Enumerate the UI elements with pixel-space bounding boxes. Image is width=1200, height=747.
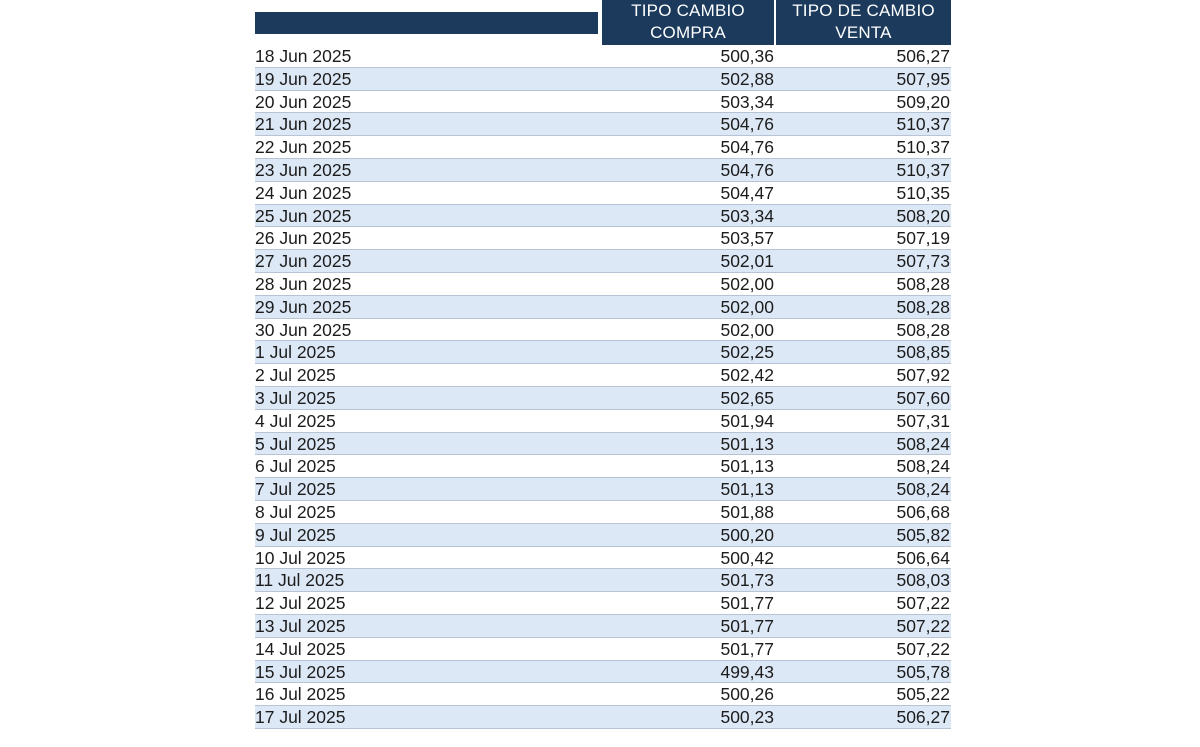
compra-cell: 501,73 <box>720 570 774 591</box>
compra-cell: 501,13 <box>720 479 774 500</box>
compra-cell: 502,01 <box>720 251 774 272</box>
compra-cell: 503,57 <box>720 228 774 249</box>
venta-cell: 510,37 <box>896 137 950 158</box>
table-row <box>255 91 951 114</box>
exchange-rate-table <box>255 0 951 729</box>
venta-cell: 507,19 <box>896 228 950 249</box>
date-cell: 14 Jul 2025 <box>255 638 346 659</box>
table-row <box>255 364 951 387</box>
venta-cell: 508,24 <box>896 433 950 454</box>
compra-cell: 503,34 <box>720 91 774 112</box>
date-cell: 27 Jun 2025 <box>255 251 352 272</box>
date-cell: 18 Jun 2025 <box>255 46 352 66</box>
venta-cell: 507,73 <box>896 251 950 272</box>
table-row <box>255 319 951 342</box>
compra-cell: 504,76 <box>720 114 774 135</box>
date-cell: 19 Jun 2025 <box>255 68 352 89</box>
table-row <box>255 433 951 456</box>
table-row <box>255 250 951 273</box>
table-row <box>255 569 951 592</box>
date-cell: 9 Jul 2025 <box>255 524 336 545</box>
venta-cell: 505,78 <box>896 661 950 682</box>
header-compra-line1: TIPO CAMBIO <box>631 1 745 20</box>
header-compra <box>602 0 774 45</box>
compra-cell: 501,77 <box>720 638 774 659</box>
date-cell: 17 Jul 2025 <box>255 707 346 728</box>
date-cell: 26 Jun 2025 <box>255 228 352 249</box>
venta-cell: 507,22 <box>896 615 950 636</box>
table-row <box>255 273 951 296</box>
venta-cell: 508,85 <box>896 342 950 363</box>
table-row <box>255 706 951 729</box>
date-cell: 13 Jul 2025 <box>255 615 346 636</box>
date-cell: 24 Jun 2025 <box>255 182 352 203</box>
venta-cell: 507,22 <box>896 593 950 614</box>
table-row <box>255 501 951 524</box>
compra-cell: 500,36 <box>720 46 774 66</box>
date-cell: 5 Jul 2025 <box>255 433 336 454</box>
table-row <box>255 478 951 501</box>
table-row <box>255 661 951 684</box>
venta-cell: 507,95 <box>896 68 950 89</box>
date-cell: 21 Jun 2025 <box>255 114 352 135</box>
date-cell: 29 Jun 2025 <box>255 296 352 317</box>
table-row <box>255 227 951 250</box>
venta-cell: 508,03 <box>896 570 950 591</box>
date-cell: 28 Jun 2025 <box>255 273 352 294</box>
venta-cell: 507,31 <box>896 410 950 431</box>
date-cell: 12 Jul 2025 <box>255 593 346 614</box>
date-cell: 1 Jul 2025 <box>255 342 336 363</box>
compra-cell: 504,76 <box>720 159 774 180</box>
compra-cell: 502,25 <box>720 342 774 363</box>
date-cell: 22 Jun 2025 <box>255 137 352 158</box>
table-row <box>255 68 951 91</box>
venta-cell: 506,64 <box>896 547 950 568</box>
compra-cell: 501,88 <box>720 501 774 522</box>
date-cell: 15 Jul 2025 <box>255 661 346 682</box>
compra-cell: 502,88 <box>720 68 774 89</box>
date-cell: 20 Jun 2025 <box>255 91 352 112</box>
venta-cell: 510,37 <box>896 159 950 180</box>
table-row <box>255 341 951 364</box>
compra-cell: 504,47 <box>720 182 774 203</box>
compra-cell: 500,23 <box>720 707 774 728</box>
date-cell: 2 Jul 2025 <box>255 365 336 386</box>
date-cell: 16 Jul 2025 <box>255 684 346 705</box>
compra-cell: 501,77 <box>720 593 774 614</box>
venta-cell: 507,60 <box>896 387 950 408</box>
compra-cell: 499,43 <box>720 661 774 682</box>
venta-cell: 508,28 <box>896 319 950 340</box>
venta-cell: 506,27 <box>896 707 950 728</box>
venta-cell: 509,20 <box>896 91 950 112</box>
table-row <box>255 296 951 319</box>
date-cell: 3 Jul 2025 <box>255 387 336 408</box>
compra-cell: 501,13 <box>720 456 774 477</box>
date-cell: 23 Jun 2025 <box>255 159 352 180</box>
table-row <box>255 455 951 478</box>
table-row <box>255 615 951 638</box>
venta-cell: 508,24 <box>896 479 950 500</box>
date-cell: 30 Jun 2025 <box>255 319 352 340</box>
table-row <box>255 45 951 68</box>
compra-cell: 504,76 <box>720 137 774 158</box>
venta-cell: 508,28 <box>896 296 950 317</box>
table-body <box>255 45 951 729</box>
venta-cell: 506,68 <box>896 501 950 522</box>
table-header <box>255 0 951 45</box>
header-date-bar <box>255 12 598 34</box>
date-cell: 4 Jul 2025 <box>255 410 336 431</box>
date-cell: 7 Jul 2025 <box>255 479 336 500</box>
compra-cell: 501,13 <box>720 433 774 454</box>
compra-cell: 502,42 <box>720 365 774 386</box>
table-row <box>255 547 951 570</box>
venta-cell: 510,37 <box>896 114 950 135</box>
header-venta-line1: TIPO DE CAMBIO <box>792 1 935 20</box>
date-cell: 11 Jul 2025 <box>255 570 345 591</box>
table-row <box>255 205 951 228</box>
venta-cell: 505,82 <box>896 524 950 545</box>
date-cell: 10 Jul 2025 <box>255 547 346 568</box>
compra-cell: 502,00 <box>720 273 774 294</box>
date-cell: 8 Jul 2025 <box>255 501 336 522</box>
table-row <box>255 638 951 661</box>
venta-cell: 505,22 <box>896 684 950 705</box>
table-row <box>255 182 951 205</box>
header-venta <box>776 0 951 45</box>
header-venta-line2: VENTA <box>835 23 892 42</box>
table-row <box>255 113 951 136</box>
compra-cell: 501,94 <box>720 410 774 431</box>
table-row <box>255 683 951 706</box>
table-row <box>255 387 951 410</box>
venta-cell: 508,28 <box>896 273 950 294</box>
table-row <box>255 136 951 159</box>
venta-cell: 508,24 <box>896 456 950 477</box>
compra-cell: 503,34 <box>720 205 774 226</box>
table-row <box>255 592 951 615</box>
compra-cell: 502,00 <box>720 296 774 317</box>
venta-cell: 508,20 <box>896 205 950 226</box>
table-row <box>255 159 951 182</box>
date-cell: 25 Jun 2025 <box>255 205 352 226</box>
compra-cell: 502,65 <box>720 387 774 408</box>
venta-cell: 507,92 <box>896 365 950 386</box>
venta-cell: 506,27 <box>896 46 950 66</box>
table-row <box>255 410 951 433</box>
venta-cell: 507,22 <box>896 638 950 659</box>
date-cell: 6 Jul 2025 <box>255 456 336 477</box>
compra-cell: 500,26 <box>720 684 774 705</box>
venta-cell: 510,35 <box>896 182 950 203</box>
compra-cell: 500,20 <box>720 524 774 545</box>
compra-cell: 502,00 <box>720 319 774 340</box>
table-row <box>255 524 951 547</box>
compra-cell: 500,42 <box>720 547 774 568</box>
header-compra-line2: COMPRA <box>650 23 726 42</box>
compra-cell: 501,77 <box>720 615 774 636</box>
